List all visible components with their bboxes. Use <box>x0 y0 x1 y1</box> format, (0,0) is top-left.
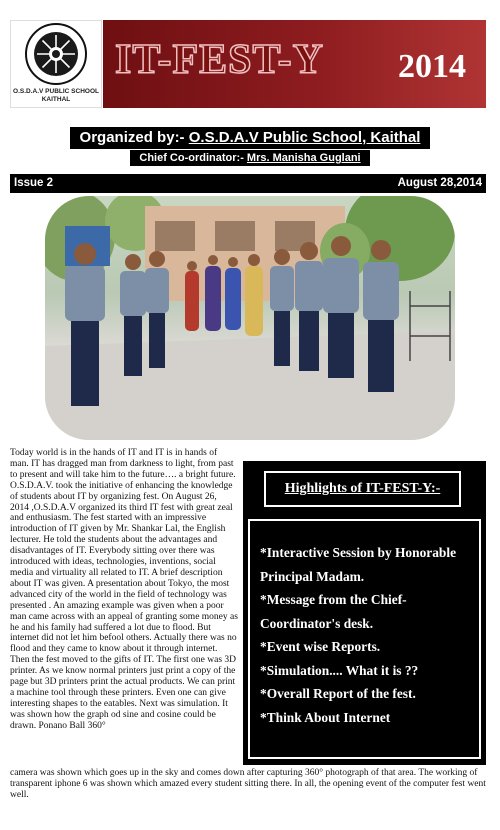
school-name: O.S.D.A.V PUBLIC SCHOOL <box>13 88 99 95</box>
students-walking-illustration <box>45 196 455 440</box>
highlight-item: *Simulation.... What it is ?? <box>260 662 419 678</box>
coordinator-label: Chief Co-ordinator:- <box>139 152 244 164</box>
school-city: KAITHAL <box>41 96 71 103</box>
title-banner <box>103 20 486 108</box>
highlights-list <box>260 541 475 729</box>
coordinator-name: Mrs. Manisha Guglani <box>246 152 361 164</box>
organizer-label: Organized by:- <box>79 129 185 146</box>
coordinator-bar <box>130 150 370 166</box>
highlights-title: Highlights of IT-FEST-Y:- <box>284 481 441 496</box>
highlight-item: *Overall Report of the fest. <box>260 686 416 701</box>
highlight-item: *Message from the Chief-Coordinator's desk. <box>260 592 407 631</box>
highlight-item: *Think About Internet <box>260 709 391 725</box>
issue-date: August 28,2014 <box>397 177 482 189</box>
fest-year: 2014 <box>398 48 466 85</box>
issue-number: Issue 2 <box>14 177 53 189</box>
school-logo <box>10 20 102 108</box>
article-body-continued: camera was shown which goes up in the sky and comes down after capturing 360° photograph of that area. The working of transparent iphone 6 was shown which amazed every student sitting there. In all, the opening event of the computer fest went well. <box>10 768 486 800</box>
highlights-title-box <box>264 471 461 507</box>
fest-title: IT-FEST-Y <box>115 37 324 83</box>
article-body: Today world is in the hands of IT and IT is in hands of man. IT has dragged man from darkness to light, from past to present and will take him to the future…. a bright future. O.S.D.A.V. took the initiative of enhancing the knowledge of students about IT by organizing fest. On August 26, 2014 ,O.S.D.A.V organized its third IT fest with great zeal and enthusiasm. The fest started with an impressive introduction of IT given by Mr. Shankar Lal, the English lecturer. He told the students about the advantages and disadvantages of IT. Everybody sitting over there was introduced with ideas, technologies, inventions, social media and virtuality all related to IT. A brief description about IT was given. A presentation about Tokyo, the most advanced city of the world in the field of technology was presented . An amazing example was given when a poor man came across with an appeal of granting some money as he and his family had suffered a lot due to flood. But internet did not let him befool others. Actually there was no flood and they came to know about it through internet. Then the fest moved to the gifts of IT. The first one was 3D printer. As we know normal printers just print a copy of the page but 3D printers print the actual products. We can print a machine tool through these printers. Even one can give interesting shapes to the eatables. Next was simulation. It was shown how the graph od sine and cosine could be drawn. Ponano Ball 360° <box>10 448 238 731</box>
organizer-name: O.S.D.A.V Public School, Kaithal <box>188 129 421 146</box>
highlights-panel <box>243 461 486 765</box>
highlight-item: *Event wise Reports. <box>260 639 381 654</box>
highlights-list-box <box>248 519 481 759</box>
issue-bar <box>10 174 486 193</box>
highlight-item: *Interactive Session by Honorable Principal Madam. <box>260 545 457 584</box>
organizer-bar <box>70 127 430 149</box>
event-photo <box>45 196 455 440</box>
